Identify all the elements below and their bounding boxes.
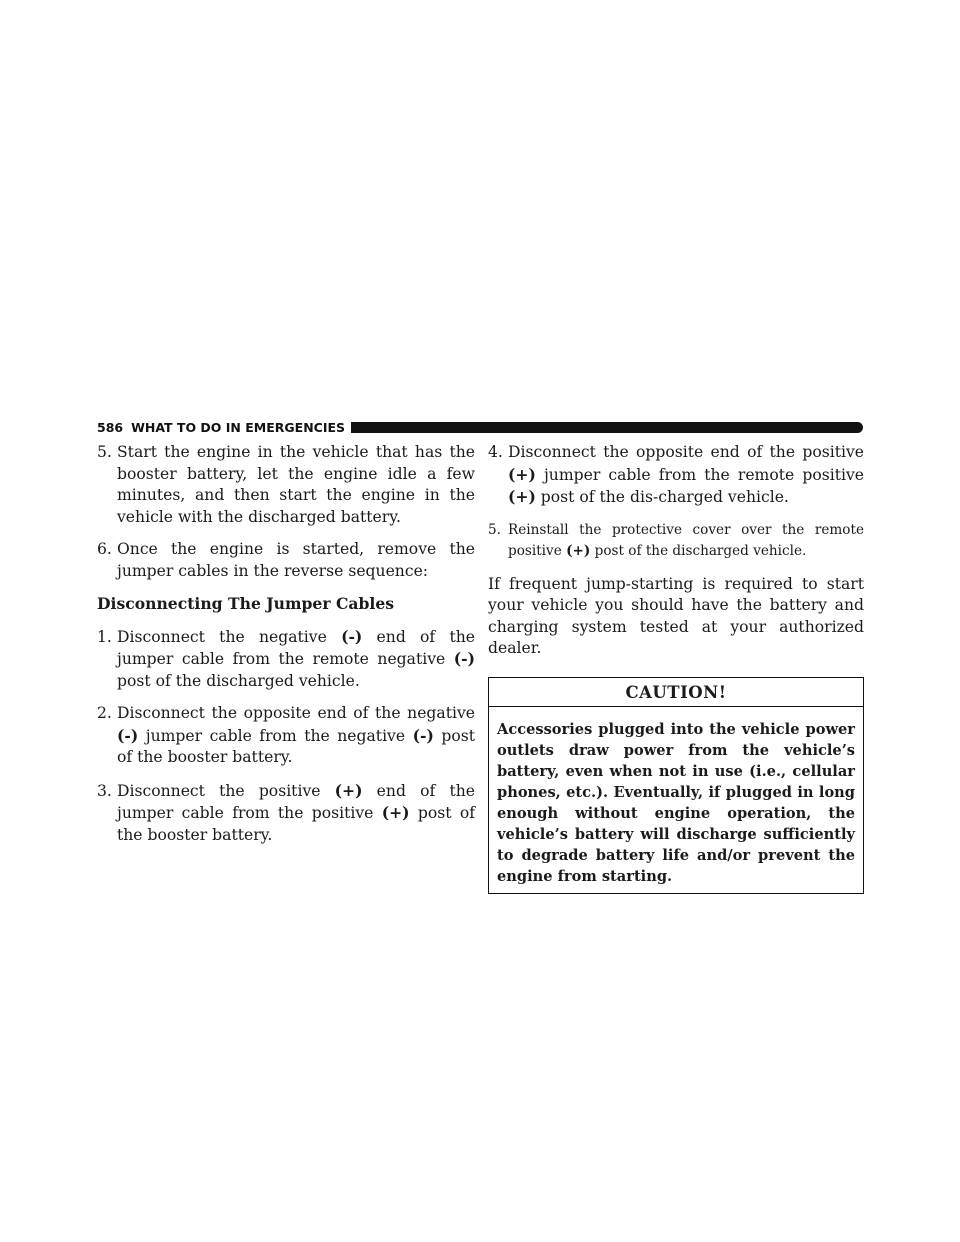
step-text: post of the discharged vehicle. [590, 543, 807, 559]
item-text: Start the engine in the vehicle that has the booster battery, let the engine idle a few minutes, and then start the engine in the vehicle with the discharged battery. [117, 443, 475, 526]
item-number: 6. [97, 540, 112, 558]
item-number: 5. [488, 521, 501, 538]
step-text: Disconnect the positive [117, 781, 335, 800]
step-text: end of the jumper cable from the remote negative [117, 627, 475, 668]
step-text: Disconnect the negative [117, 627, 342, 646]
step-text: Disconnect the opposite end of the negative [117, 704, 475, 722]
subheading: Disconnecting The Jumper Cables [97, 594, 395, 613]
section-title: WHAT TO DO IN EMERGENCIES [131, 419, 346, 435]
step-1 [97, 626, 475, 693]
right-column [488, 442, 864, 894]
item-number: 4. [488, 443, 503, 461]
item-number: 3. [97, 781, 112, 800]
step-2 [97, 703, 475, 769]
polarity-label: (+) [381, 803, 410, 822]
item-number: 1. [97, 627, 112, 646]
polarity-label: (-) [341, 626, 363, 646]
polarity-label: (+) [566, 543, 591, 559]
step-text: post of the booster battery. [117, 726, 475, 766]
step-4 [488, 442, 864, 509]
step-text: jumper cable from the negative [138, 726, 413, 745]
item-number: 5. [97, 443, 112, 461]
step-text: end of the jumper cable from the positive [117, 781, 475, 822]
polarity-label: (-) [453, 649, 475, 668]
step-5 [488, 520, 864, 563]
polarity-label: (+) [508, 487, 536, 506]
page-number: 586 [97, 419, 124, 435]
polarity-label: (+) [334, 780, 363, 800]
step-text: Disconnect the opposite end of the positive [508, 443, 864, 461]
list-item-5 [97, 442, 475, 528]
body-paragraph: If frequent jump-starting is required to start your vehicle you should have the battery and charging system tested at your authorized dealer. [488, 574, 864, 657]
item-text: Once the engine is started, remove the jumper cables in the reverse sequence: [117, 540, 475, 580]
item-number: 2. [97, 704, 112, 722]
step-text: post of the discharged vehicle. [117, 671, 360, 690]
caution-text: Accessories plugged into the vehicle power outlets draw power from the vehicle’s battery, even when not in use (i.e., cellular phones, etc.). Eventually, if plugged in long enough without engine operation, the vehicle’s battery will discharge sufficiently to degrade battery life and/or prevent the engine from starting. [497, 721, 855, 885]
header-bar [351, 422, 863, 433]
page-header [97, 418, 863, 436]
list-item-6 [97, 539, 475, 582]
caution-title: CAUTION! [489, 678, 863, 708]
polarity-label: (-) [117, 725, 139, 745]
step-text: post of the dis-charged vehicle. [535, 488, 789, 506]
step-text: post of the booster battery. [117, 804, 475, 844]
left-column [97, 442, 475, 857]
polarity-label: (-) [412, 725, 434, 745]
polarity-label: (+) [508, 464, 536, 484]
step-3 [97, 780, 475, 847]
caution-box [488, 677, 864, 895]
step-text: jumper cable from the remote positive [535, 465, 864, 484]
step-text: Reinstall the protective cover over the remote positive [508, 521, 864, 559]
